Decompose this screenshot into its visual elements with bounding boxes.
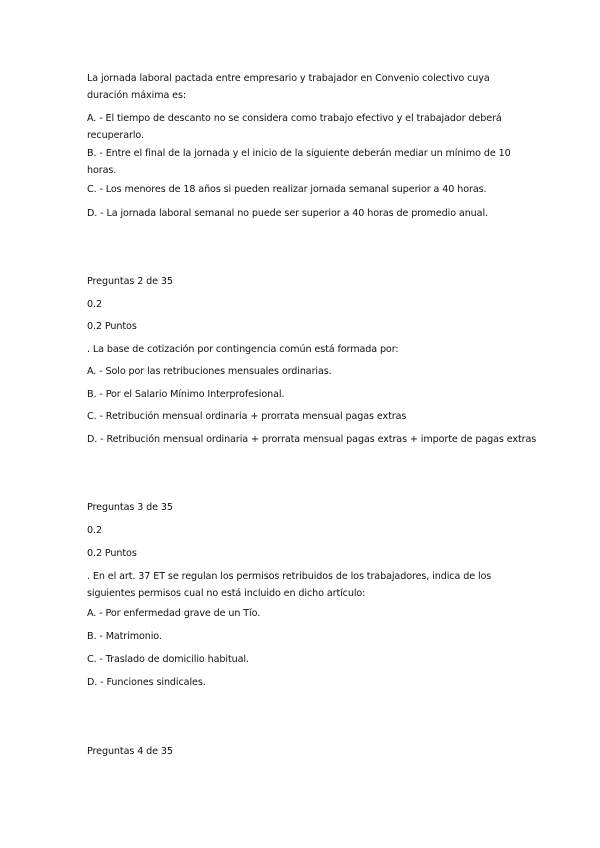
question-3-option-b: B. - Matrimonio. xyxy=(87,631,162,642)
question-2-points: 0.2 Puntos xyxy=(87,321,137,332)
question-2-option-b: B. - Por el Salario Mínimo Interprofesional. xyxy=(87,389,285,400)
question-3-option-c: C. - Traslado de domicilio habitual. xyxy=(87,654,249,665)
question-4-header: Preguntas 4 de 35 xyxy=(87,746,173,757)
question-2-text: . La base de cotización por contingencia común está formada por: xyxy=(87,344,399,355)
question-2-option-a: A. - Solo por las retribuciones mensuales ordinarias. xyxy=(87,366,332,377)
question-1-option-a: A. - El tiempo de descanto no se considera como trabajo efectivo y el trabajador deberá recuperarlo. xyxy=(87,113,502,141)
question-1-option-b: B. - Entre el final de la jornada y el inicio de la siguiente deberán mediar un mínimo de 10 horas. xyxy=(87,148,511,176)
question-1-option-d: D. - La jornada laboral semanal no puede ser superior a 40 horas de promedio anual. xyxy=(87,208,488,219)
question-3-option-d: D. - Funciones sindicales. xyxy=(87,677,206,688)
question-2-option-c: C. - Retribución mensual ordinaria + prorrata mensual pagas extras xyxy=(87,411,407,422)
question-3-score: 0.2 xyxy=(87,525,102,536)
question-3-points: 0.2 Puntos xyxy=(87,548,137,559)
question-3-header: Preguntas 3 de 35 xyxy=(87,502,173,513)
question-2-option-d: D. - Retribución mensual ordinaria + prorrata mensual pagas extras + importe de pagas extras xyxy=(87,434,537,445)
question-2-score: 0.2 xyxy=(87,299,102,310)
question-3-text: . En el art. 37 ET se regulan los permisos retribuidos de los trabajadores, indica de los siguientes permisos cual no está incluido en dicho artículo: xyxy=(87,571,492,599)
question-2-header: Preguntas 2 de 35 xyxy=(87,276,173,287)
question-3-option-a: A. - Por enfermedad grave de un Tío. xyxy=(87,608,261,619)
question-1-text: La jornada laboral pactada entre empresario y trabajador en Convenio colectivo cuya duración máxima es: xyxy=(87,73,490,101)
question-1-option-c: C. - Los menores de 18 años si pueden realizar jornada semanal superior a 40 horas. xyxy=(87,184,487,195)
